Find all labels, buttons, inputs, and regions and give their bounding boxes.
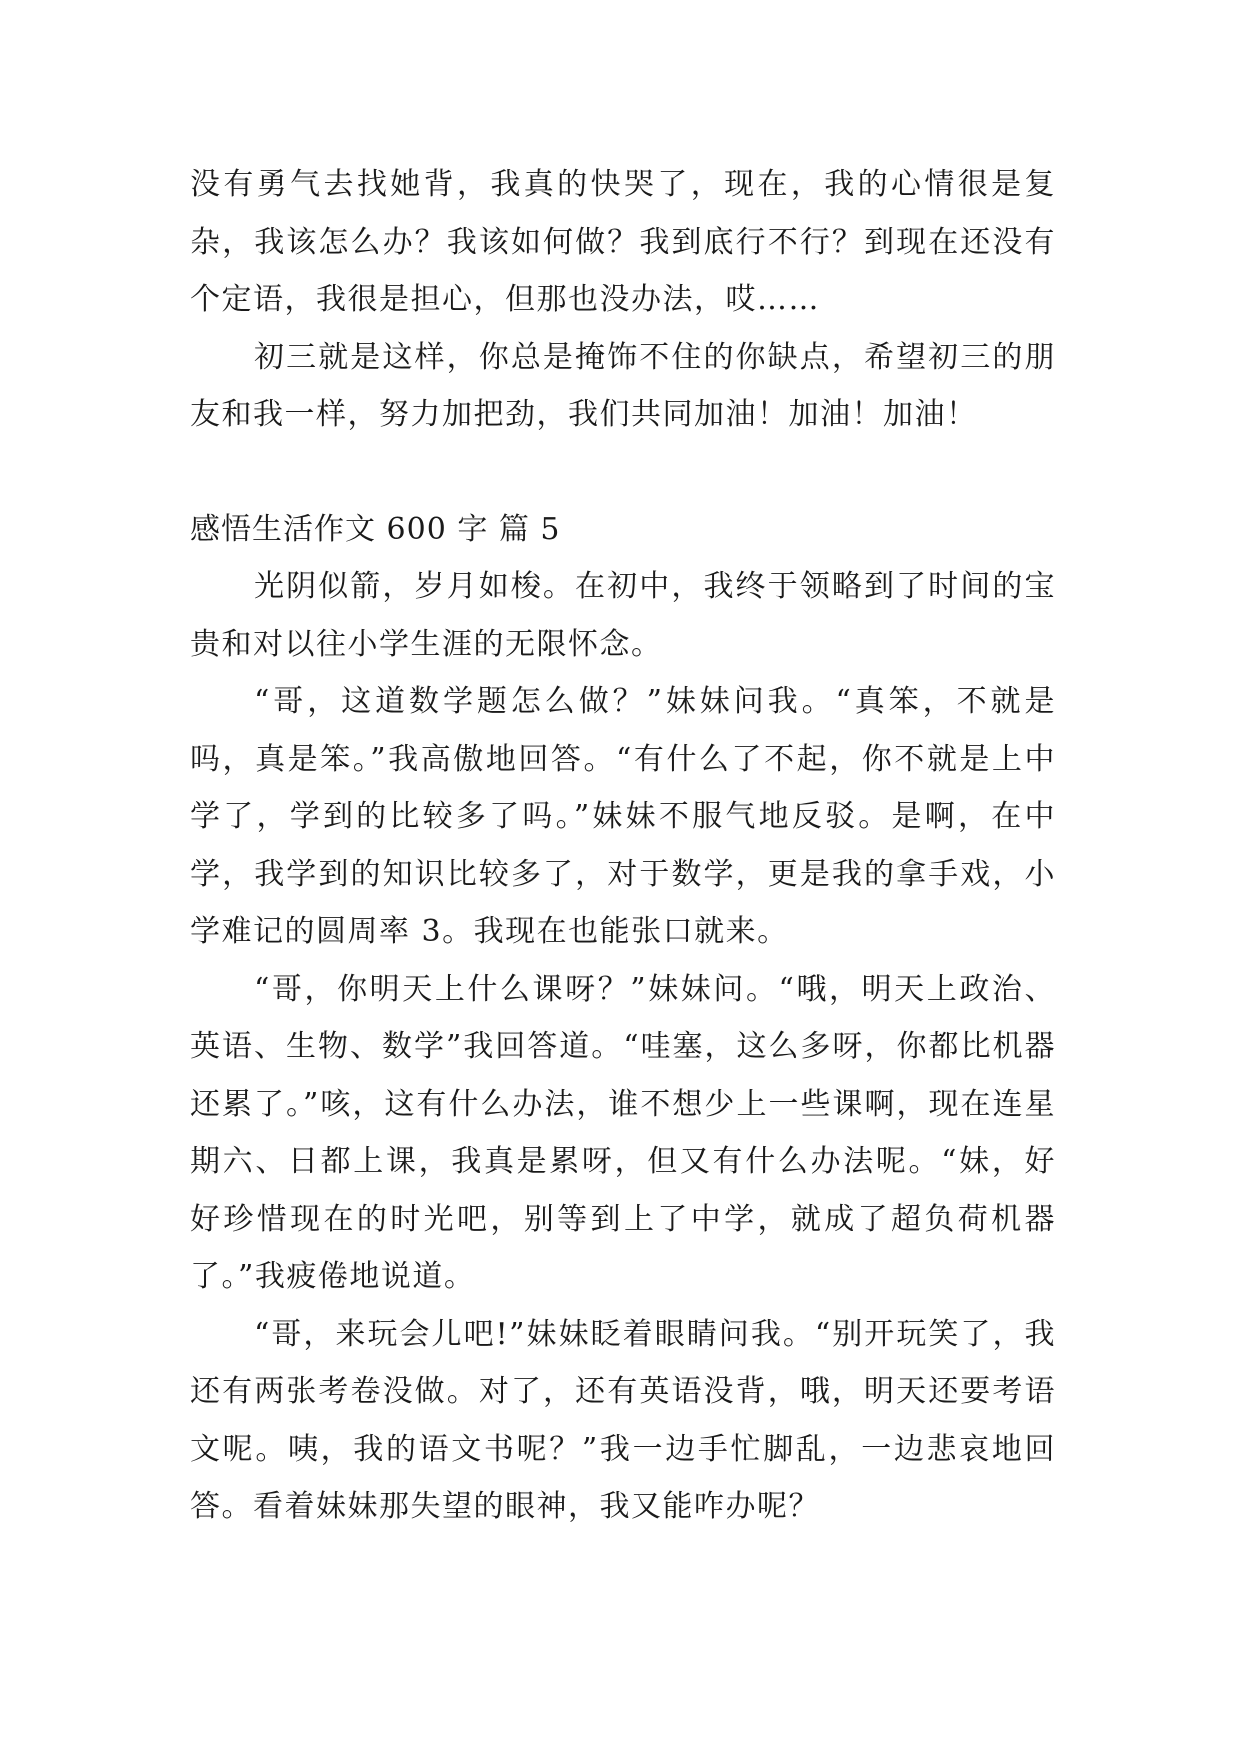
paragraph-continued: 没有勇气去找她背，我真的快哭了，现在，我的心情很是复杂，我该怎么办？我该如何做？我到底行不行？到现在还没有个定语，我很是担心，但那也没办法，哎……	[190, 167, 1056, 317]
paragraph: 初三就是这样，你总是掩饰不住的你缺点，希望初三的朋友和我一样，努力加把劲，我们共同加油！加油！加油！	[190, 339, 1056, 432]
paragraph: “哥，这道数学题怎么做？”妹妹问我。“真笨，不就是吗，真是笨。”我高傲地回答。“有什么了不起，你不就是上中学了，学到的比较多了吗。”妹妹不服气地反驳。是啊，在中学，我学到的知识比较多了，对于数学，更是我的拿手戏，小学难记的圆周率 3。我现在也能张口就来。	[190, 684, 1056, 949]
section-heading: 感悟生活作文 600 字 篇 5	[190, 511, 561, 547]
paragraph: 光阴似箭，岁月如梭。在初中，我终于领略到了时间的宝贵和对以往小学生涯的无限怀念。	[190, 569, 1056, 662]
paragraph: “哥，你明天上什么课呀？”妹妹问。“哦，明天上政治、英语、生物、数学”我回答道。“哇塞，这么多呀，你都比机器还累了。”咳，这有什么办法，谁不想少上一些课啊，现在连星期六、日都上课，我真是累呀，但又有什么办法呢。“妹，好好珍惜现在的时光吧，别等到上了中学，就成了超负荷机器了。”我疲倦地说道。	[190, 971, 1056, 1294]
paragraph: “哥，来玩会儿吧!”妹妹眨着眼睛问我。“别开玩笑了，我还有两张考卷没做。对了，还有英语没背，哦，明天还要考语文呢。咦，我的语文书呢？”我一边手忙脚乱，一边悲哀地回答。看着妹妹那失望的眼神，我又能咋办呢？	[190, 1316, 1056, 1524]
document-body	[190, 156, 1056, 1536]
